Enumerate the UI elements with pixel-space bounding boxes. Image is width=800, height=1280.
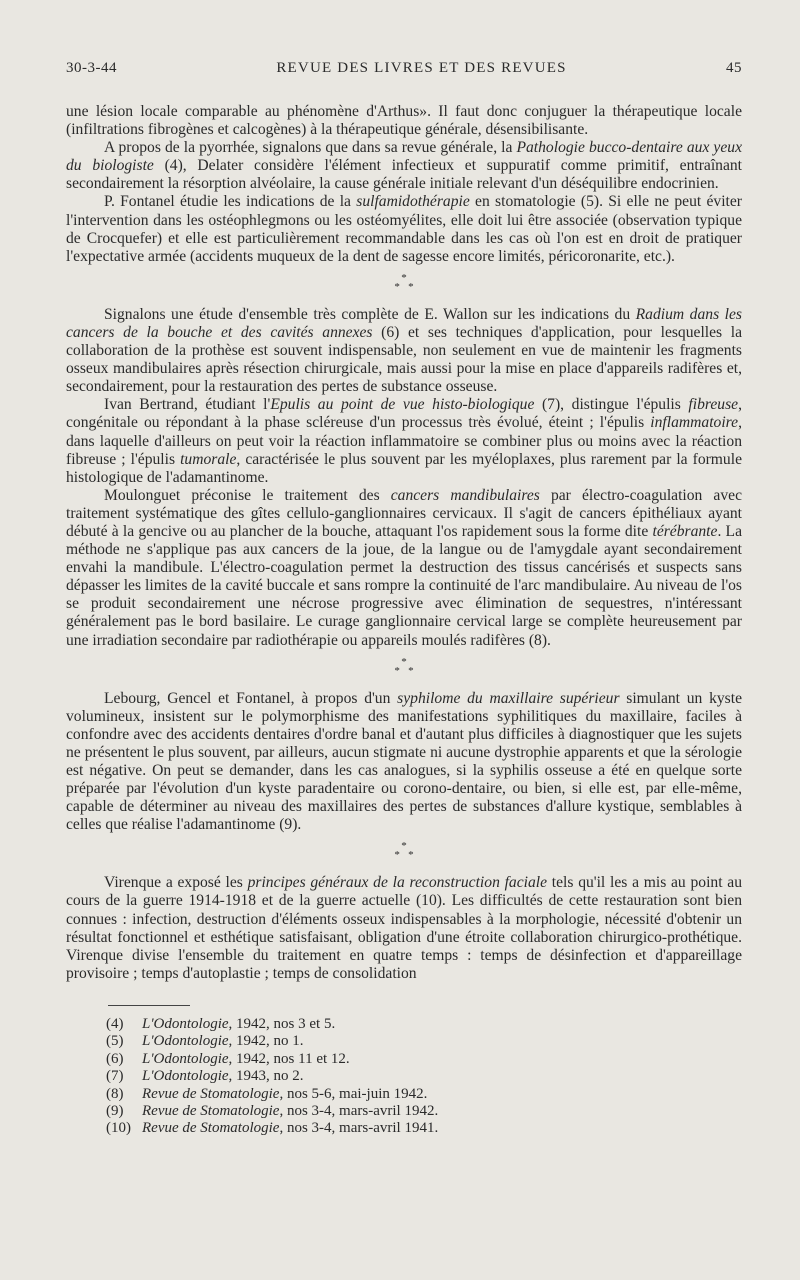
star-left: * (394, 280, 400, 293)
paragraph-2 (66, 139, 742, 193)
text-run: (4), Delater considère l'élément infectieux et suppuratif comme primitif, entraînant secondairement la résorption alvéolaire, la cause générale initiale relevant d'un déséquilibre endocrinien. (66, 157, 742, 193)
footnote-number: (9) (106, 1102, 124, 1119)
journal-title: REVUE DES LIVRES ET DES REVUES (276, 60, 567, 76)
footnote-item (106, 1086, 742, 1103)
italic-title: Epulis au point de vue histo-biologique (270, 396, 535, 414)
text-run: Lebourg, Gencel et Fontanel, à propos d'un (104, 689, 398, 707)
star-pair (66, 851, 742, 860)
text-run: P. Fontanel étudie les indications de la (104, 193, 357, 211)
footnote-item (106, 1068, 742, 1085)
footnote-source: Revue de Stomatologie (142, 1120, 280, 1137)
text-run: Moulonguet préconise le traitement des (104, 486, 391, 504)
text-run: Virenque a exposé les (104, 874, 248, 892)
star-top: * (401, 655, 407, 668)
footnote-item (106, 1016, 742, 1033)
section-separator (66, 842, 742, 860)
italic-title: Radium dans les cancers de la bouche et des cavités annexes (66, 305, 742, 341)
footnote-detail: , 1942, nos 3 et 5. (228, 1015, 336, 1032)
star-top: * (401, 840, 407, 853)
footnote-detail: , nos 3-4, mars-avril 1941. (279, 1120, 439, 1137)
footnote-rule (108, 1005, 190, 1006)
text-run: par électro-coagulation avec traitement systématique des gîtes cellulo-ganglionnaires cervicaux. Il s'agit de cancers épithéliaux ayant débuté à la gencive ou au plancher de la bouche, attaquant l'os rapidement sous la forme dite (66, 486, 742, 540)
italic-title: Pathologie bucco-dentaire aux yeux du biologiste (66, 139, 742, 175)
text-run: , caractérisée le plus souvent par les myéloplaxes, plus rarement par la formule histologique de l'adamantinome. (66, 450, 742, 486)
paragraph-8 (66, 874, 742, 983)
footnote-source: L'Odontologie (142, 1015, 229, 1032)
footnote-source: L'Odontologie (142, 1033, 229, 1050)
footnote-detail: , 1942, nos 11 et 12. (228, 1050, 350, 1067)
text-run: Signalons une étude d'ensemble très complète de E. Wallon sur les indications du (104, 305, 636, 323)
footnote-number: (6) (106, 1050, 124, 1067)
footnote-number: (4) (106, 1015, 124, 1032)
text-run: , congénitale ou répondant à la phase scléreuse d'un processus très évolué, éteint ; l'épulis (66, 396, 742, 432)
italic-term: térébrante (652, 522, 718, 540)
footnote-source: Revue de Stomatologie (142, 1102, 280, 1119)
footnotes (66, 1016, 742, 1138)
italic-term: tumorale (180, 450, 237, 468)
footnote-detail: , 1942, no 1. (228, 1033, 304, 1050)
page-number: 45 (726, 60, 742, 76)
footnote-detail: , nos 3-4, mars-avril 1942. (279, 1102, 439, 1119)
text-run: simulant un kyste volumineux, insistent sur le polymorphisme des manifestations syphilitiques du maxillaire, faciles à confondre avec des accidents dentaires d'ordre banal et d'autant plus difficiles à diagnostiquer que les sujets ne présentent le plus souvent, par ailleurs, aucun stigmate ni aucune dystrophie apparents et que la sérologie est négative. On peut se demander, dans les cas analogues, si la syphilis osseuse a été en quelque sorte préparée par l'évolution d'un kyste paradentaire ou corono-dentaire, ou bien, si elle est, par elle-même, capable de déterminer au niveau des maxillaires des pertes de substances d'allure kystique, semblables à celles que réalise l'adamantinome (9). (66, 689, 743, 834)
footnote-source: L'Odontologie (142, 1050, 229, 1067)
text-run: . La méthode ne s'applique pas aux cancers de la joue, de la langue ou de l'amygdale ayant secondairement envahi la mandibule. L'électro-coagulation permet la destruction des tissus cancérisés et suspects sans dépasser les limites de la cavité buccale et sans rompre la continuité de l'arc mandibulaire. Au niveau de l'os se produit secondairement une nécrose progressive avec élimination de sequestres, n'intéressant généralement pas le bord basilaire. Le curage ganglionnaire cervical large se complète heureusement par une irradiation secondaire par radiothérapie ou appareils moulés radifères (8). (66, 522, 743, 649)
paragraph-3 (66, 193, 742, 265)
footnote-number: (7) (106, 1068, 124, 1085)
text-run: A propos de la pyorrhée, signalons que dans sa revue générale, la (104, 139, 517, 157)
footnote-source: L'Odontologie (142, 1068, 229, 1085)
footnote-detail: , 1943, no 2. (228, 1068, 304, 1085)
paragraph-7 (66, 690, 742, 835)
text-run: (7), distingue l'épulis (534, 396, 689, 414)
italic-term: cancers mandibulaires (390, 486, 540, 504)
text-run: en stomatologie (5). Si elle ne peut éviter l'intervention dans les ostéophlegmons ou les ostéomyélites, elle doit lui être associée (observation typique de Crocquefer) et elle est particulièrement recommandable dans les cas où l'on est en droit de pratiquer l'expectative armée (accidents muqueux de la dent de sagesse encore limités, péricoronarite, etc.). (66, 193, 742, 265)
text-run: tels qu'il les a mis au point au cours de la guerre 1914-1918 et de la guerre actuelle (10). Les difficultés de cette restauration sont bien connues : infection, destruction d'éléments osseux indispensables à la morphologie, nécessité d'obtenir un résultat fonctionnel et esthétique satisfaisant, obligation d'une étroite collaboration chirurgico-prothétique. Virenque divise l'ensemble du traitement en quatre temps : temps de désinfection et d'appareillage provisoire ; temps d'autoplastie ; temps de consolidation (66, 874, 742, 982)
italic-term: sulfamidothérapie (356, 193, 470, 211)
footnote-number: (10) (106, 1120, 131, 1137)
text-run: Ivan Bertrand, étudiant l' (104, 396, 271, 414)
star-right: * (408, 280, 414, 293)
footnote-detail: , nos 5-6, mai-juin 1942. (279, 1085, 428, 1102)
paragraph-6 (66, 487, 742, 650)
footnote-item (106, 1103, 742, 1120)
footnote-number: (5) (106, 1033, 124, 1050)
header-date: 30-3-44 (66, 60, 117, 76)
star-pair (66, 280, 742, 293)
text-run: , dans laquelle d'ailleurs on peut voir la réaction inflammatoire se combiner plus ou moins avec la réaction fibreuse ; l'épulis (66, 414, 742, 468)
star-pair (66, 664, 742, 677)
section-separator (66, 655, 742, 677)
star-top: * (401, 271, 407, 284)
footnote-source: Revue de Stomatologie (142, 1085, 280, 1102)
paragraph-1: une lésion locale comparable au phénomène d'Arthus». Il faut donc conjuguer la thérapeutique locale (infiltrations fibrogènes et calcogènes) à la thérapeutique générale, désensibilisante. (66, 103, 742, 139)
footnote-item (106, 1033, 742, 1050)
italic-term: fibreuse (688, 396, 739, 414)
paragraph-4 (66, 306, 742, 396)
footnote-number: (8) (106, 1085, 124, 1102)
footnote-item (106, 1051, 742, 1068)
star-right: * (408, 664, 414, 677)
running-header (66, 60, 742, 77)
paragraph-5 (66, 396, 742, 486)
star-left: * (394, 664, 400, 677)
footnote-item (106, 1120, 742, 1137)
article-body (66, 103, 742, 983)
text-run: (6) et ses techniques d'application, pour lesquelles la collaboration de la prothèse est souvent indispensable, non seulement en vue de maintenir les fragments osseux mandibulaires après résection chirurgicale, mais aussi pour la mise en place d'appareils radifères et, secondairement, pour la restauration des pertes de substance osseuse. (66, 323, 743, 396)
italic-term: inflammatoire (650, 414, 739, 432)
star-right: * (408, 849, 414, 862)
italic-title: syphilome du maxillaire supérieur (397, 689, 620, 707)
italic-title: principes généraux de la reconstruction faciale (247, 874, 548, 892)
section-separator (66, 271, 742, 293)
star-left: * (394, 849, 400, 862)
